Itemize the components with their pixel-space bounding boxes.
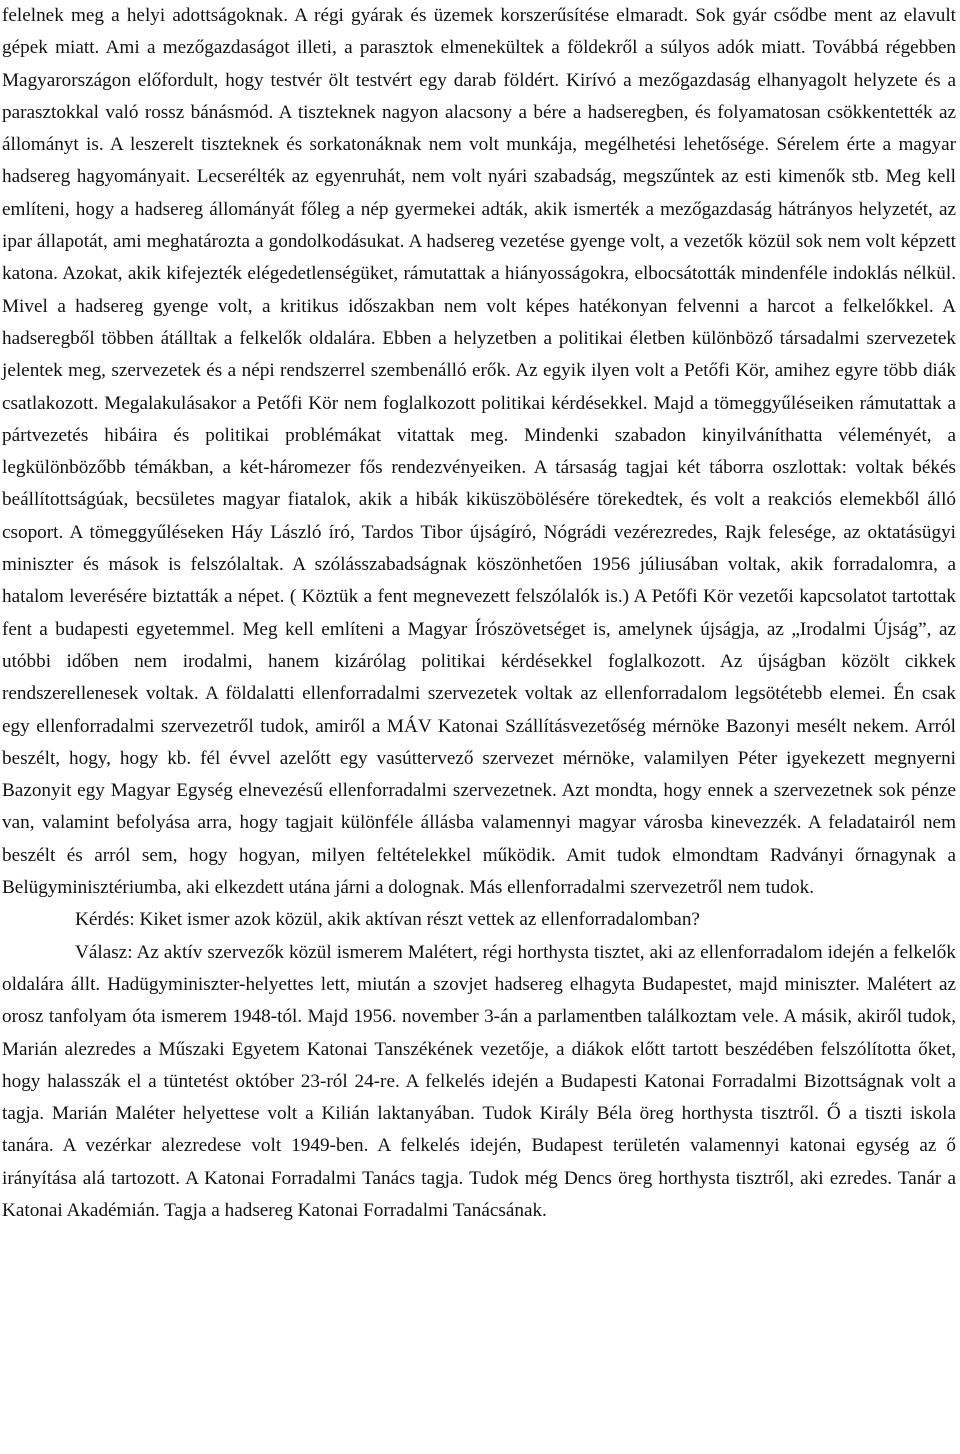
question-paragraph <box>2 904 956 936</box>
answer-label: Válasz: <box>75 941 133 963</box>
body-paragraph: felelnek meg a helyi adottságoknak. A régi gyárak és üzemek korszerűsítése elmaradt. Sok gyár csődbe ment az elavult gépek miatt. Ami a mezőgazdaságot illeti, a parasztok elmenekültek a földekről a súlyos adók miatt. Továbbá régebben Magyarországon előfordult, hogy testvér ölt testvért egy darab földért. Kirívó a mezőgazdaság elhanyagolt helyzete és a parasztokkal való rossz bánásmód. A tiszteknek nagyon alacsony a bére a hadseregben, és folyamatosan csökkentették az állományt is. A leszerelt tiszteknek és sorkatonáknak nem volt munkája, megélhetési lehetősége. Sérelem érte a magyar hadsereg hagyományait. Lecserélték az egyenruhát, nem volt nyári szabadság, megszűntek az esti kimenők stb. Meg kell említeni, hogy a hadsereg állományát főleg a nép gyermekei adták, akik ismerték a mezőgazdaság hátrányos helyzetét, az ipar állapotát, ami meghatározta a gondolkodásukat. A hadsereg vezetése gyenge volt, a vezetők közül sok nem volt képzett katona. Azokat, akik kifejezték elégedetlenségüket, rámutattak a hiányosságokra, elbocsátották mindenféle indoklás nélkül. Mivel a hadsereg gyenge volt, a kritikus időszakban nem volt képes hatékonyan felvenni a harcot a felkelőkkel. A hadseregből többen átálltak a felkelők oldalára. Ebben a helyzetben a politikai életben különböző társadalmi szervezetek jelentek meg, szervezetek és a népi rendszerrel szembenálló erők. Az egyik ilyen volt a Petőfi Kör, amihez egyre több diák csatlakozott. Megalakulásakor a Petőfi Kör nem foglalkozott politikai kérdésekkel. Majd a tömeggyűléseiken rámutattak a pártvezetés hibáira és politikai problémákat vitattak meg. Mindenki szabadon kinyilváníthatta véleményét, a legkülönbözőbb témákban, a két-háromezer fős rendezvényeiken. A társaság tagjai két táborra oszlottak: voltak békés beállítottságúak, becsületes magyar fiatalok, akik a hibák kiküszöbölésére törekedtek, és volt a reakciós elemekből álló csoport. A tömeggyűléseken Háy László író, Tardos Tibor újságíró, Nógrádi vezérezredes, Rajk felesége, az oktatásügyi miniszter és mások is felszólaltak. A szólásszabadságnak köszönhetően 1956 júliusában voltak, akik forradalomra, a hatalom leverésére biztatták a népet. ( Köztük a fent megnevezett felszólalók is.) A Petőfi Kör vezetői kapcsolatot tartottak fent a budapesti egyetemmel. Meg kell említeni a Magyar Írószövetséget is, amelynek újságja, az „Irodalmi Újság”, az utóbbi időben nem irodalmi, hanem kizárólag politikai kérdésekkel foglalkozott. Az újságban közölt cikkek rendszerellenesek voltak. A földalatti ellenforradalmi szervezetek voltak az ellenforradalom legsötétebb elemei. Én csak egy ellenforradalmi szervezetről tudok, amiről a MÁV Katonai Szállításvezetőség mérnöke Bazonyi mesélt nekem. Arról beszélt, hogy, hogy kb. fél évvel azelőtt egy vasúttervező szervezet mérnöke, valamilyen Péter igyekezett megnyerni Bazonyit egy Magyar Egység elnevezésű ellenforradalmi szervezetnek. Azt mondta, hogy ennek a szervezetnek sok pénze van, valamint befolyása arra, hogy tagjait különféle állásba valamennyi magyar városba kinevezzék. A feladatairól nem beszélt és arról sem, hogy hogyan, milyen feltételekkel működik. Amit tudok elmondtam Radványi őrnagynak a Belügyminisztériumba, aki elkezdett utána járni a dolognak. Más ellenforradalmi szervezetről nem tudok. <box>2 5 956 899</box>
question-label: Kérdés: <box>75 909 135 931</box>
answer-text: Az aktív szervezők közül ismerem Malétert, régi horthysta tisztet, aki az ellenforradalom idején a felkelők oldalára állt. Hadügyminiszter-helyettes lett, miután a szovjet hadsereg elhagyta Budapestet, majd miniszter. Malétert az orosz tanfolyam óta ismerem 1948-tól. Majd 1956. november 3-án a parlamentben találkoztam vele. A másik, akiről tudok, Marián alezredes a Műszaki Egyetem Katonai Tanszékének vezetője, a diákok előtt tartott beszédében felszólította őket, hogy halasszák el a tüntetést október 23-ról 24-re. A felkelés idején a Budapesti Katonai Forradalmi Bizottságnak volt a tagja. Marián Maléter helyettese volt a Kilián laktanyában. Tudok Király Béla öreg horthysta tisztről. Ő a tiszti iskola tanára. A vezérkar alezredese volt 1949-ben. A felkelés idején, Budapest területén valamennyi katonai egység az ő irányítása alá tartozott. A Katonai Forradalmi Tanács tagja. Tudok még Dencs öreg horthysta tisztről, aki ezredes. Tanár a Katonai Akadémián. Tagja a hadsereg Katonai Forradalmi Tanácsának. <box>2 941 956 1221</box>
question-text: Kiket ismer azok közül, akik aktívan részt vettek az ellenforradalomban? <box>134 909 700 931</box>
answer-paragraph <box>2 937 956 1228</box>
